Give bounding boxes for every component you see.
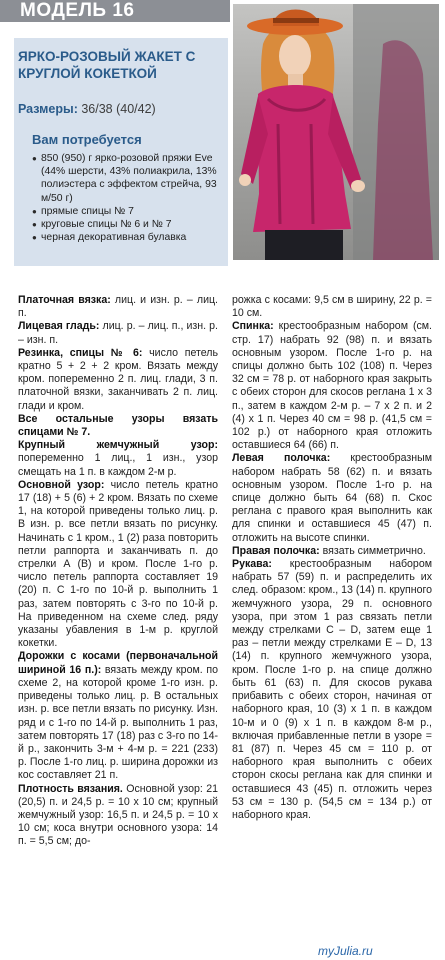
needs-item-yarn: ● 850 (950) г ярко-розовой пряжи Eve (44% шерсти, 43% полиакрила, 13% полиэстера с эффектом стрейча, 93 м/50 г) [32,152,228,205]
needs-list [32,152,228,244]
sizes [18,102,156,116]
needs-item-straight-needles: ● прямые спицы № 7 [32,205,228,218]
instruction-text: рожка с косами: 9,5 см в ширину, 22 р. = 10 см. [232,294,432,320]
instruction-left-front [232,452,432,544]
instruction-heading: Дорожки с косами (первоначальной шириной 16 п.): [18,650,218,676]
needs-item-pin: ● черная декоративная булавка [32,231,228,244]
instructions-right-column [232,294,432,822]
instruction-text: лиц. р. – лиц. п., изн. р. – изн. п. [18,320,218,346]
instruction-back [232,320,432,452]
instruction-garter-stitch [18,294,218,320]
instruction-right-front [232,545,432,558]
model-title: ЯРКО-РОЗОВЫЙ ЖАКЕТ С КРУГЛОЙ КОКЕТКОЙ [18,49,196,81]
instruction-heading: Крупный жемчужный узор: [18,439,218,452]
instruction-heading: Спинка: [232,320,274,333]
instruction-text: число петель кратно 5 + 2 + 2 кром. Вязать между кром. попеременно 2 п. лиц. глади, 3 п. платочной вязки, заканчивать 2 п. лиц. глади и кром. [18,346,218,412]
needs-title: Вам потребуется [32,132,142,147]
sizes-label: Размеры: [18,102,78,116]
instruction-gauge [18,783,218,849]
instruction-text: крестообразным набором набрать 58 (62) п. и вязать основным узором. После 1-го р. на спице должно быть 64 (68) п. Скос реглана с правого края выполнить как для спинки и оставшиеся 45 (47) п. отложить на высоте спинки. [232,452,432,544]
model-photo-illustration [233,4,439,260]
instruction-heading: Плотность вязания. [18,782,123,795]
instruction-text: число петель кратно 17 (18) + 5 (6) + 2 кром. Вязать по схеме 1, на которой приведены только лиц. р. В изн. р. все петли вязать по рисунку. Начинать с 1 кром., 1 (2) раза повторить петли раппорта и заканчивать п. до стрелки А (В) и кром. После 1-го р. число петель раппорта составляет 19 (20) п. С 1-го по 10-й р. выполнить 1 раз, затем повторять с 3-го по 10-й р. На приведенном на схеме след. ряду указаны убавления в 1-м р. круглой кокетки. [18,478,218,650]
header-bar [0,0,230,22]
instruction-text: попеременно 1 лиц., 1 изн., узор смещать на 1 п. в каждом 2-м р. [18,452,218,478]
instruction-heading: Лицевая гладь: [18,320,100,333]
instruction-text: крестообразным набором (см. стр. 17) набрать 92 (98) п. и вязать основным узором. После 1-го р. на спицы должно быть 102 (108) п. Через 32 см = 78 р. от наборного края закрыть с обеих сторон для скосов реглана 1 х 3 п., затем в каждом 2-м р. – 7 х 2 п. и 2 (4) х 1 п. Через 40 см = 98 р. (41,5 см = 102 р.) от наборного края отложить оставшиеся 64 (66) п. [232,320,432,452]
model-photo [233,4,439,260]
instruction-text: лиц. и изн. р. – лиц. п. [18,294,219,320]
instruction-heading: Правая полочка: [232,544,320,557]
instruction-heading: Рукава: [232,558,272,571]
instructions-left-column [18,294,218,849]
instruction-heading: Левая полочка: [232,452,331,465]
instruction-heading: Платочная вязка: [18,294,111,306]
instruction-text: Основной узор: 21 (20,5) п. и 24,5 р. = 10 х 10 см; крупный жемчужный узор: 16,5 п. и 24,5 р. = 10 х 10 см; коса внутри основного узора: 14 п. = 5,5 см; до- [18,782,218,848]
instruction-heading: Все остальные узоры вязать спицами № 7. [18,412,218,439]
instruction-stockinette [18,320,218,346]
needs-item-circular-needles: ● круговые спицы № 6 и № 7 [32,218,228,231]
watermark: myJulia.ru [318,944,373,958]
instruction-text: крестообразным набором набрать 57 (59) п. и распределить их след. образом: кром., 13 (14) п. крупного жемчужного узора, 29 п. основного узора, при этом 1 раз связать петли между стрелками С – D, затем еще 1 раз – петли между стрелками Е – D, 13 (14) п. крупного жемчужного узора, кром. После 1-го р. на спице должно быть 61 (63) п. Для скосов рукава прибавить с обеих сторон, начиная от наборного края, 10 (3) х 1 п. в каждом 10-м и 0 (9) х 1 п. в каждом 8-м р., включая прибавленные петли в узоре = 81 (87) п. Через 45 см = 110 р. от наборного края выполнить с обеих сторон скосы реглана как для спинки и оставшиеся 43 (45) п. отложить через 53 см = 130 р. (54,5 см = 134 р.) от наборного края. [232,558,432,821]
instruction-rib [18,347,218,413]
instruction-seed-stitch [18,439,218,479]
page-title: МОДЕЛЬ 16 [20,0,135,21]
instruction-cable-panels [18,650,218,782]
instruction-sleeves [232,558,432,822]
instruction-text: вязать между кром. по схеме 2, на которой кроме 1-го изн. р. приведены только лиц. р. В остальных изн. р. все петли вязать по рисунку. Изн. ряд и с 1-го по 14-й р. выполнить 1 раз, затем повторять 17 (18) раз с 3-го по 14-й р., закончить 3-м + 4-м р. = 221 (233) р. После 1-го лиц. р. ширина дорожки из кос составляет 21 п. [18,663,218,782]
instruction-gauge-continued [232,294,432,320]
sizes-value: 36/38 (40/42) [81,102,156,116]
instruction-text: вязать симметрично. [319,544,426,557]
instruction-main-pattern [18,479,218,651]
instruction-heading: Основной узор: [18,478,105,491]
instruction-other-patterns [18,413,218,439]
instruction-heading: Резинка, спицы № 6: [18,346,143,359]
